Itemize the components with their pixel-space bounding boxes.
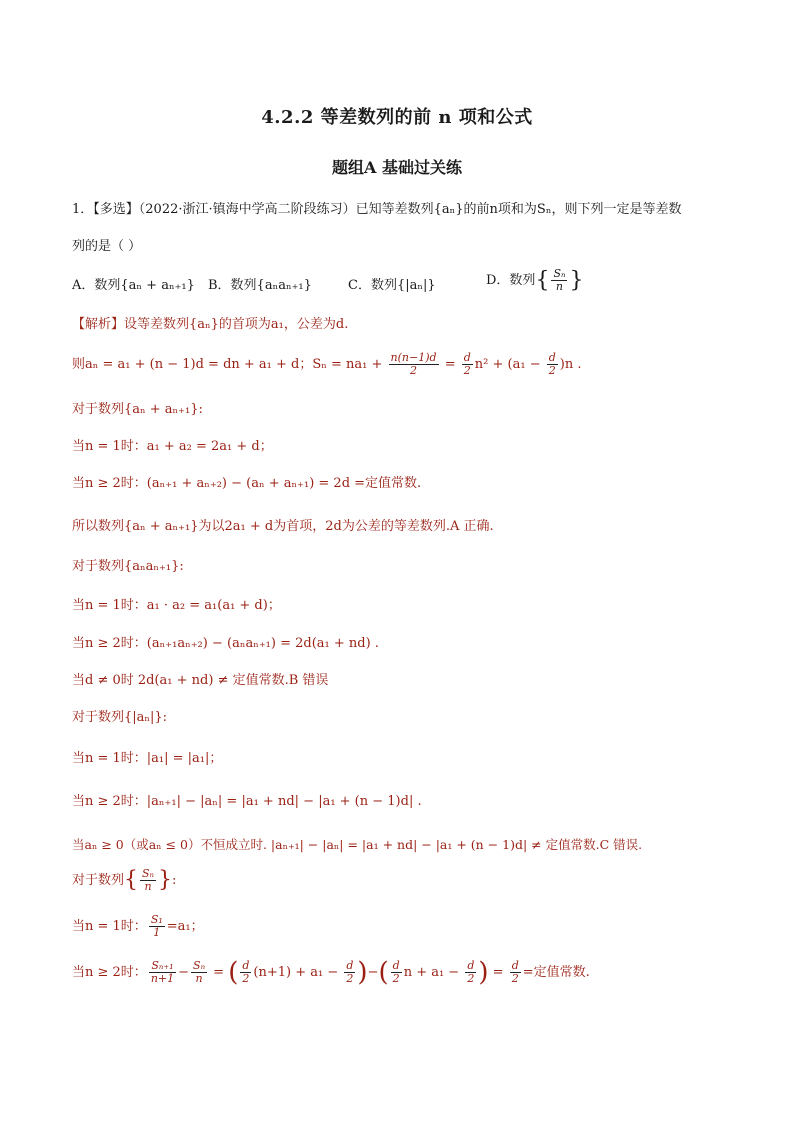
option-d-denominator: n bbox=[555, 280, 563, 293]
minus-sign-2: − bbox=[367, 965, 379, 980]
half-d-a bbox=[240, 960, 251, 985]
d-half-fraction-2 bbox=[547, 352, 558, 377]
d-half-fraction bbox=[462, 352, 473, 377]
analysis-line-4: 当n = 1时：a₁ + a₂ = 2a₁ + d； bbox=[72, 439, 273, 454]
minus-sign: − bbox=[178, 965, 190, 980]
sn-over-n-num: Sₙ bbox=[142, 867, 155, 880]
analysis-line-8: 当n = 1时：a₁ · a₂ = a₁(a₁ + d)； bbox=[72, 598, 281, 613]
half-d-result-num: d bbox=[511, 959, 519, 972]
sn1-fraction-num: Sₙ₊₁ bbox=[149, 960, 176, 973]
option-a: A．数列{aₙ + aₙ₊₁} bbox=[72, 278, 195, 293]
half-d-c-num: d bbox=[392, 959, 400, 972]
analysis-line-2-mid: n² + (a₁ − bbox=[474, 357, 545, 372]
half-d-b bbox=[344, 960, 355, 985]
analysis-line-7: 对于数列{aₙaₙ₊₁}: bbox=[72, 559, 184, 574]
analysis-line-15-suffix: : bbox=[172, 873, 177, 888]
sn-over-n-den: n bbox=[144, 880, 152, 893]
analysis-line-15: 对于数列{ $\frac{\text{Sₙ}}{n}$ }: bbox=[72, 867, 177, 893]
analysis-line-2 bbox=[72, 352, 581, 377]
sn-over-n-fraction bbox=[140, 868, 156, 893]
option-c: C．数列{|aₙ|} bbox=[348, 278, 436, 293]
analysis-line-11: 对于数列{|aₙ|}: bbox=[72, 710, 168, 725]
question-text: 1．【多选】（2022·浙江·镇海中学高二阶段练习）已知等差数列{aₙ}的前n项和为Sₙ，则下列一定是等差数 bbox=[72, 202, 682, 217]
page-title: 4.2.2 等差数列的前 n 项和公式 bbox=[261, 107, 533, 128]
sn-fraction bbox=[389, 352, 439, 377]
analysis-line-3: 对于数列{aₙ + aₙ₊₁}: bbox=[72, 402, 203, 417]
analysis-line-17-end: =定值常数. bbox=[522, 965, 590, 980]
analysis-line-10: 当d ≠ 0时 2d(a₁ + nd) ≠ 定值常数.B 错误 bbox=[72, 673, 329, 688]
analysis-line-5: 当n ≥ 2时：(aₙ₊₁ + aₙ₊₂) − (aₙ + aₙ₊₁) = 2d =定值常数. bbox=[72, 476, 422, 491]
option-d-fraction bbox=[551, 268, 567, 293]
eq-sign-2: = bbox=[209, 965, 229, 980]
analysis-line-12: 当n = 1时：|a₁| = |a₁|； bbox=[72, 751, 223, 766]
analysis-line-15-prefix: 对于数列 bbox=[72, 873, 125, 888]
s1-fraction-num: S₁ bbox=[150, 913, 163, 926]
half-d-a-num: d bbox=[242, 959, 250, 972]
analysis-line-16-suffix: =a₁； bbox=[166, 919, 204, 934]
half-d-b-num: d bbox=[346, 959, 354, 972]
half-d-result-den: 2 bbox=[511, 972, 519, 985]
paren-1-content: (n+1) + a₁ − bbox=[253, 965, 343, 980]
d-half-den-2: 2 bbox=[548, 364, 556, 377]
sn-fraction-2-num: Sₙ bbox=[193, 959, 206, 972]
half-d-d bbox=[465, 960, 476, 985]
sn1-fraction bbox=[149, 960, 176, 985]
analysis-line-1: 【解析】设等差数列{aₙ}的首项为a₁，公差为d. bbox=[72, 317, 349, 332]
half-d-b-den: 2 bbox=[346, 972, 354, 985]
analysis-line-16-prefix: 当n = 1时： bbox=[72, 919, 147, 934]
sn-fraction-den: 2 bbox=[410, 364, 418, 377]
analysis-line-2-start: 则aₙ = a₁ + (n − 1)d = dn + a₁ + d；Sₙ = na₁ + bbox=[72, 357, 387, 372]
d-half-num-2: d bbox=[548, 351, 556, 364]
half-d-d-den: 2 bbox=[467, 972, 475, 985]
half-d-c bbox=[391, 960, 402, 985]
sn-fraction-num: n(n−1)d bbox=[390, 351, 437, 364]
eq-sign-3: = bbox=[488, 965, 508, 980]
option-d: D．数列{ $\frac{\text{Sₙ}}{n}$ } bbox=[486, 267, 584, 293]
analysis-line-2-end: )n . bbox=[559, 357, 582, 372]
half-d-a-den: 2 bbox=[242, 972, 250, 985]
d-half-num: d bbox=[463, 351, 471, 364]
half-d-c-den: 2 bbox=[392, 972, 400, 985]
option-d-numerator: Sₙ bbox=[553, 267, 566, 280]
question-text-continued: 列的是（ ） bbox=[72, 239, 142, 254]
section-subtitle: 题组A 基础过关练 bbox=[332, 158, 462, 177]
s1-fraction-den: 1 bbox=[153, 926, 161, 939]
sn-fraction-2-den: n bbox=[195, 972, 203, 985]
analysis-line-16 bbox=[72, 914, 204, 939]
analysis-line-14: 当aₙ ≥ 0（或aₙ ≤ 0）不恒成立时. |aₙ₊₁| − |aₙ| = |a₁ + nd| − |a₁ + (n − 1)d| ≠ 定值常数.C 错误. bbox=[72, 837, 643, 852]
option-b: B．数列{aₙaₙ₊₁} bbox=[208, 278, 312, 293]
sn-fraction-2 bbox=[191, 960, 207, 985]
option-d-prefix: D．数列 bbox=[486, 273, 536, 288]
s1-fraction bbox=[149, 914, 165, 939]
analysis-line-9: 当n ≥ 2时：(aₙ₊₁aₙ₊₂) − (aₙaₙ₊₁) = 2d(a₁ + nd) . bbox=[72, 636, 379, 651]
eq-sign: = bbox=[440, 357, 460, 372]
analysis-line-17-prefix: 当n ≥ 2时： bbox=[72, 965, 147, 980]
sn1-fraction-den: n+1 bbox=[150, 972, 175, 985]
analysis-line-13: 当n ≥ 2时：|aₙ₊₁| − |aₙ| = |a₁ + nd| − |a₁ + (n − 1)d| . bbox=[72, 794, 422, 809]
half-d-d-num: d bbox=[467, 959, 475, 972]
paren-2-content: n + a₁ − bbox=[403, 965, 464, 980]
d-half-den: 2 bbox=[463, 364, 471, 377]
half-d-result bbox=[510, 960, 521, 985]
analysis-line-17: 当n ≥ 2时： $\frac{\text{Sₙ₊₁}}{n+1}$ − $\frac{\text{Sₙ}}{n}$ = ( $\frac{d}{2}$ (n+1) + a₁ − $\frac{d}{2}$ )−( $\frac{d}{2}$ n + a₁ − $\frac{d}{2}$ ) = $\frac{d}{2}$ =定值常数. bbox=[72, 957, 590, 988]
analysis-line-6: 所以数列{aₙ + aₙ₊₁}为以2a₁ + d为首项，2d为公差的等差数列.A 正确. bbox=[72, 519, 494, 534]
